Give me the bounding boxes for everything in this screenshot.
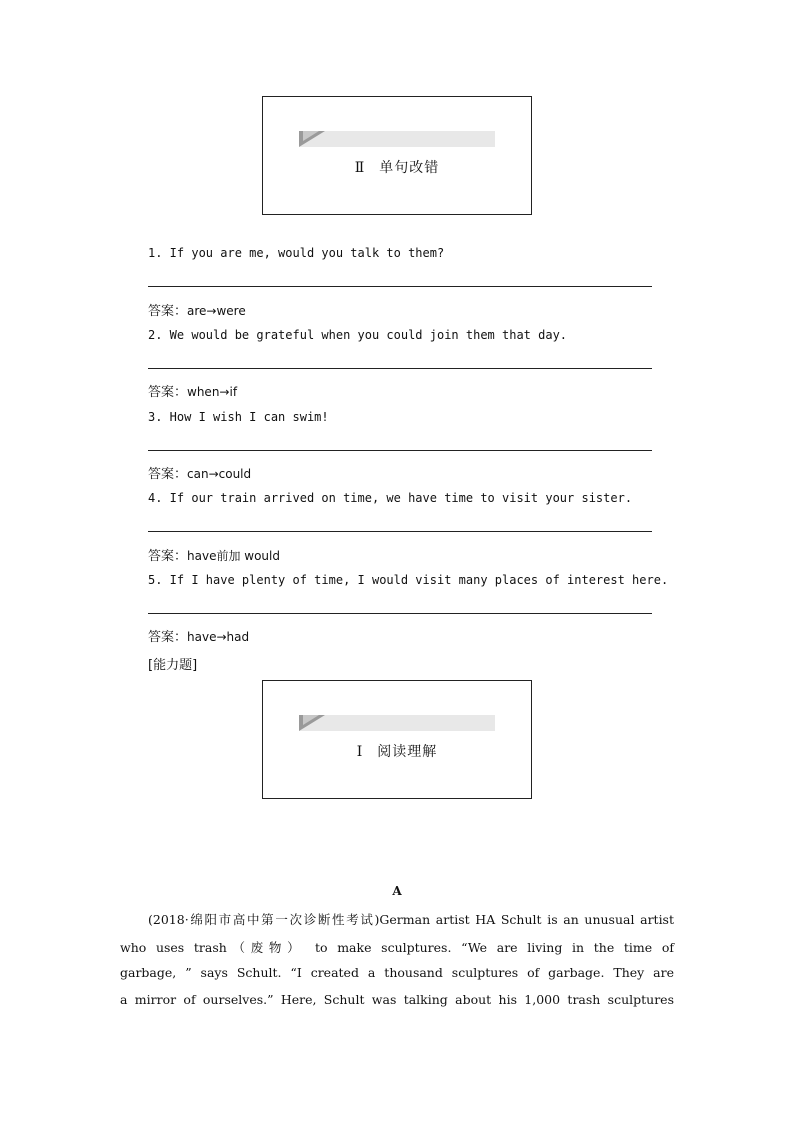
section-i-banner: [262, 680, 532, 799]
passage-line: garbage, ” says Schult. “I created a thousand sculptures of garbage. They are: [120, 965, 674, 980]
question-4: 4. If our train arrived on time, we have time to visit your sister.: [148, 491, 633, 505]
section-i-title: Ⅰ 阅读理解: [356, 744, 438, 760]
answer-line-3: [148, 450, 652, 451]
question-2: 2. We would be grateful when you could join them that day.: [148, 328, 568, 342]
answer-3: 答案：can→could: [148, 467, 252, 482]
section-ii-banner: [262, 96, 532, 215]
banner-corner-inner-icon: [303, 715, 319, 725]
answer-line-5: [148, 613, 652, 614]
passage-heading: A: [392, 884, 402, 898]
answer-line-1: [148, 286, 652, 287]
question-3: 3. How I wish I can swim!: [148, 410, 329, 424]
banner-bar: [299, 715, 495, 731]
answer-line-2: [148, 368, 652, 369]
banner-bar: [299, 131, 495, 147]
answer-4: 答案：have前加 would: [148, 549, 280, 564]
passage-line: (2018·绵阳市高中第一次诊断性考试)German artist HA Schult is an unusual artist: [148, 912, 674, 927]
question-1: 1. If you are me, would you talk to them?: [148, 246, 445, 260]
question-5: 5. If I have plenty of time, I would visit many places of interest here.: [148, 573, 669, 587]
passage-line: a mirror of ourselves.” Here, Schult was talking about his 1,000 trash sculptures: [120, 992, 674, 1007]
answer-2: 答案：when→if: [148, 385, 238, 400]
ability-section-label: [能力题]: [148, 658, 198, 673]
answer-line-4: [148, 531, 652, 532]
section-ii-title: Ⅱ 单句改错: [354, 160, 440, 176]
banner-corner-inner-icon: [303, 131, 319, 141]
answer-5: 答案：have→had: [148, 630, 250, 645]
passage-line: who uses trash（废物） to make sculptures. “We are living in the time of: [120, 940, 674, 955]
answer-1: 答案：are→were: [148, 304, 246, 319]
